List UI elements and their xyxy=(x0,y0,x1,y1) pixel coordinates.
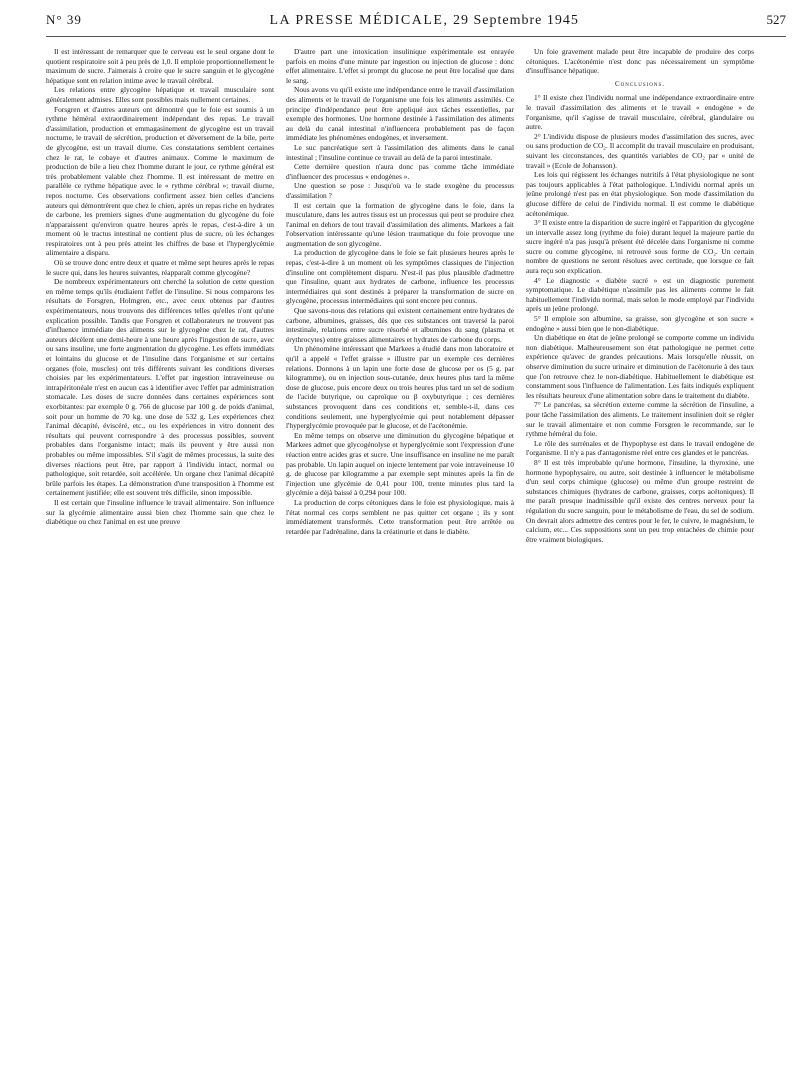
issue-date: 29 Septembre 1945 xyxy=(452,13,579,28)
paragraph: Il est intéressant de remarquer que le cerveau est le seul organe dont le quotient respiratoire soit à peu près de 1,0. Il emploie proportionnellement le maximum de sucre. J'aimerais à croire que le sucre sanguin et le glycogène hépatique sont en relation intime avec le travail cérébral. xyxy=(46,47,274,85)
paragraph: La production de corps cétoniques dans le foie est physiologique, mais à l'état normal ces corps semblent ne pas quitter cet organe ; ils y sont immédiatement transformés. Cette transformation peut être arrêtée ou retardée par l'adrénaline, dans la créatinurie et dans le diabète. xyxy=(286,497,514,536)
issue-number: N° 39 xyxy=(46,12,82,27)
conclusion-item: Un diabétique en état de jeûne prolongé se comporte comme un individu non diabétique. Malheureusement son état pathologique ne permet cette expérience qu'avec de grandes précautions. Mais lorsqu'elle réussit, on observe diminution du sucre urinaire et diminution de l'acétonurie à des taux que l'on retrouve chez le non-diabétique. Habituellement le diabétique est constamment sous l'influence de l'alimentation. Les faits indiqués expliquent les résultats heureux d'une alimentation sobre dans le traitement du diabète. xyxy=(526,333,754,400)
paragraph: Forsgren et d'autres auteurs ont démontré que le foie est soumis à un rythme héméral extraordinairement indépendant des repas. Le travail d'assimilation, production et emmagasinement de glycogène est un travail nocturne, le travail de sécrétion, production et déversement de la bile, perte de glycogène, est un travail diurne. Ces constatations semblent certaines chez le rat, le cobaye et d'autres animaux. Comme le maximum de production de bile a lieu chez l'homme durant le jour, ce rythme général est très probablement valable chez l'homme. Il est intéressant de mettre en parallèle ce rythme hépatique avec le « rythme cérébral »; travail diurne, repos nocturne. Ces observations confirment assez bien celles d'anciens auteurs qui démontrèrent que chez le chien, après un repas riche en hydrates de carbone, les premiers signes d'une augmentation du glycogène du foie n'apparaissent qu'environ quatre heures après le repas, c'est-à-dire à un moment où le tractus intestinal ne contient plus de sucre, où les échanges respiratoires ont à peu près atteint les chiffres de base et l'hyperglycémie alimentaire a disparu. xyxy=(46,104,274,258)
paragraph: Où se trouve donc entre deux et quatre et même sept heures après le repas le sucre qui, dans les heures suivantes, réapparaît comme glycogène? xyxy=(46,258,274,277)
column-2 xyxy=(286,47,514,1067)
paragraph: Il est certain que la formation de glycogène dans le foie, dans la musculature, dans les autres tissus est un processus qui peut se produire chez l'animal en dehors de tout travail d'assimilation des aliments. Markees a fait l'observation intéressante qu'une lésion traumatique du foie provoque une augmentation de son glycogène. xyxy=(286,200,514,248)
paragraph: La production de glycogène dans le foie se fait plusieurs heures après le repas, c'est-à-dire à un moment où les symptômes classiques de l'injection d'insuline ont complètement disparu. N'est-il pas plus plausible d'admettre que l'insuline, quant aux hydrates de carbone, influence les processus intermédiaires qui sont destinés à préparer la transformation de sucre en glycogène, processus intermédiaires qui sont encore peu connus. xyxy=(286,248,514,306)
paragraph: Il est certain que l'insuline influence le travail alimentaire. Son influence sur la glycémie alimentaire aussi bien chez l'homme sain que chez le diabétique ou chez l'animal en est une preuve xyxy=(46,497,274,527)
conclusion-item: 4° Le diagnostic « diabète sucré » est un diagnostic purement symptomatique. Le diabétique n'assimile pas les aliments comme le fait habituellement l'individu normal, mais selon le mode employé par l'individu après un jeûne prolongé. xyxy=(526,275,754,314)
paragraph: De nombreux expérimentateurs ont cherché la solution de cette question en même temps qu'ils étudiaient l'effet de l'insuline. Si nous comparons les résultats de Forsgren, Holmgren, etc., avec ceux obtenus par d'autres expérimentateurs, nous trouvons des différences telles qu'elles n'ont qu'une explication possible. Tandis que Forsgren et collaborateurs ne trouvent pas d'influence immédiate des aliments sur le glycogène chez le rat, d'autres auteurs décèlent une demi-heure à une heure après l'ingestion de sucre, avec ou sans insuline, une forte augmentation du glycogène. Les effets immédiats et lointains du glucose et de l'insuline dans l'organisme et sur certains organes (foie, muscles) ont très différents suivant les conditions diverses choisies par les expérimentateurs. L'effet par ingestion intraveineuse ou intrapéritonéale n'est en aucun cas à identifier avec l'effet par administration stomacale. Les doses de sucre données dans certaines expériences sont exorbitantes: par exemple 0 g. 766 de glucose par 100 g. de poids d'animal, soit pour un homme de 70 kg. une dose de 532 g. Les expériences chez l'animal décapité, éviscéré, etc., ou les expériences in vitro donnent des résultats qui peuvent correspondre à des processus possibles, souvent probables dans l'organisme intact; mais ils peuvent y être aussi non probables ou même impossibles. S'il s'agit de mêmes processus, la suite des diverses réactions peut être, par rapport à l'individu intact, normal ou pathologique, soit retardée, soit accélérée. Un organe chez l'animal décapité brûle parfois les étapes. La démonstration d'une transposition à l'homme est certainement justifiée; elle est souvent très difficile, sinon impossible. xyxy=(46,277,274,498)
column-3 xyxy=(526,47,754,1067)
text-columns xyxy=(46,47,786,1067)
conclusion-item: 3° Il existe entre la disparition de sucre ingéré et l'apparition du glycogène un intervalle assez long (rythme du foie) durant lequel la majeure partie du sucre ingéré n'a pas jusqu'à présent été décelée dans l'organisme ni comme sucre ou comme glycogène, ni retrouvé sous forme de CO₂. Un certain nombre de questions ne seront résolues avec certitude, que lorsque ce fait aura reçu son explication. xyxy=(526,218,754,276)
conclusion-item: 5° Il emploie son albumine, sa graisse, son glycogène et son sucre « endogène » aussi bien que le non-diabétique. xyxy=(526,314,754,333)
paragraph: En même temps on observe une diminution du glycogène hépatique et Markees admet que glycogénolyse et hyperglycémie sont l'expression d'une réaction entre acides gras et sucre. Une insuffisance en insuline ne me paraît pas probable. Un lapin auquel on injecte lentement par voie intraveineuse 10 g. de glucose par kilogramme a par exemple sept minutes après la fin de l'injection une glycémie de 0,41 pour 100, trente minutes plus tard la glycémie a déjà baissé à 0,294 pour 100. xyxy=(286,430,514,498)
paragraph: Cette dernière question n'aura donc pas comme tâche immédiate d'influencer des processus « endogènes ». xyxy=(286,162,514,181)
paragraph: Nous avons vu qu'il existe une indépendance entre le travail d'assimilation des aliments et le travail de l'organisme une fois les aliments assimilés. Ce principe d'indépendance peut être appliqué aux tâches essentielles, par exemple des hormones. Une hormone destinée à l'assimilation des aliments au delà du canal intestinal n'influencera probablement pas de façon immédiate les phénomènes endogènes, et inversement. xyxy=(286,85,514,143)
running-header xyxy=(46,12,786,37)
conclusion-item: 8° Il est très improbable qu'une hormone, l'insuline, la thyroxine, une hormone hypophysaire, ou autre, soit destinée à influencer le métabolisme d'un seul corps chimique (glucose) ou même d'un groupe restreint de substances chimiques (hydrates de carbone, graisses, corps acétoniques). Il me paraît presque inadmissible qu'il existe des centres nerveux pour la régulation du sucre sanguin, pour le métabolisme de l'eau, du sel de sodium. On devrait alors admettre des centres pour le fer, le cuivre, le magnésium, le calcium, etc... Ces suppositions sont un peu trop entachées de chimie pour être vraiment biologiques. xyxy=(526,457,754,544)
journal-title-line xyxy=(269,13,578,29)
conclusion-item: Les lois qui régissent les échanges nutritifs à l'état physiologique ne sont pas toujours applicables à l'état pathologique. L'individu normal après un jeûne prolongé n'est pas en état physiologique. Son mode d'assimilation du glucose diffère de celui de l'individu normal. Il est comme le diabétique acétonémique. xyxy=(526,170,754,218)
column-1 xyxy=(46,47,274,1067)
conclusion-item: 7° Le pancréas, sa sécrétion externe comme la sécrétion de l'insuline, a pour tâche l'assimilation des aliments. Le traitement insulinien doit se régler sur le travail alimentaire et non comme Forsgren le recommande, sur le rythme héméral du foie. xyxy=(526,400,754,439)
page-number: 527 xyxy=(766,12,786,27)
journal-name: LA PRESSE MÉDICALE, xyxy=(269,13,449,28)
paragraph: Un phénomène intéressant que Markees a étudié dans mon laboratoire et qu'il a appelé « l'effet graisse » illustre par un exemple ces dernières relations. Donnons à un lapin une forte dose de glucose per os (5 g. par kilogramme), ou en injection sous-cutanée, deux heures plus tard la même dose de glucose, puis encore deux ou trois heures plus tard un sel de sodium de l'acide butyrique, ou caproïque ou β oxybutyrique ; ces dernières substances provoquent dans ces conditions et, semble-t-il, dans ces conditions seulement, une hyperglycémie qui peut notablement dépasser l'hyperglycémie provoquée par le glucose, et de l'acétonémie. xyxy=(286,344,514,431)
paragraph: Un foie gravement malade peut être incapable de produire des corps cétoniques. L'acétonémie n'est donc pas nécessairement un symptôme d'insuffisance hépatique. xyxy=(526,47,754,76)
conclusion-item: 2° L'individu dispose de plusieurs modes d'assimilation des sucres, avec ou sans production de CO₂. Il accomplit du travail musculaire en produisant, suivant les circonstances, des quantités variables de CO₂ par « unité de travail » (Ecole de Johansson). xyxy=(526,131,754,170)
paragraph: Le suc pancréatique sert à l'assimilation des aliments dans le canal intestinal ; l'insuline continue ce travail au delà de la paroi intestinale. xyxy=(286,142,514,162)
paragraph: Une question se pose : Jusqu'où va le stade exogène du processus d'assimilation ? xyxy=(286,181,514,200)
conclusions-heading: Conclusions. xyxy=(614,79,666,88)
paragraph: Les relations entre glycogène hépatique et travail musculaire sont généralement admises. Elles sont possibles mais nullement certaines. xyxy=(46,85,274,104)
conclusion-item: Le rôle des surrénales et de l'hypophyse est dans le travail endogène de l'organisme. Il n'y a pas d'antagonisme réel entre ces glandes et le pancréas. xyxy=(526,438,754,458)
paragraph: D'autre part une intoxication insulinique expérimentale est enrayée parfois en moins d'une minute par ingestion ou injection de glucose : donc effet alimentaire. L'effet si prompt du glucose ne peut être localisé que dans le sang. xyxy=(286,47,514,85)
paragraph: Que savons-nous des relations qui existent certainement entre hydrates de carbone, albumines, graisses, dès que ces substances ont traversé la paroi intestinale, relations entre sucre résorbé et albumines du sang (plasma et érythrocytes) entre graisses alimentaires et hydrates de carbone du corps. xyxy=(286,306,514,344)
conclusion-item: 1° Il existe chez l'individu normal une indépendance extraordinaire entre le travail d'assimilation des aliments et le travail « endogène » de l'organisme, qu'il s'agisse de travail musculaire, cérébral, glandulaire ou autre. xyxy=(526,93,754,132)
